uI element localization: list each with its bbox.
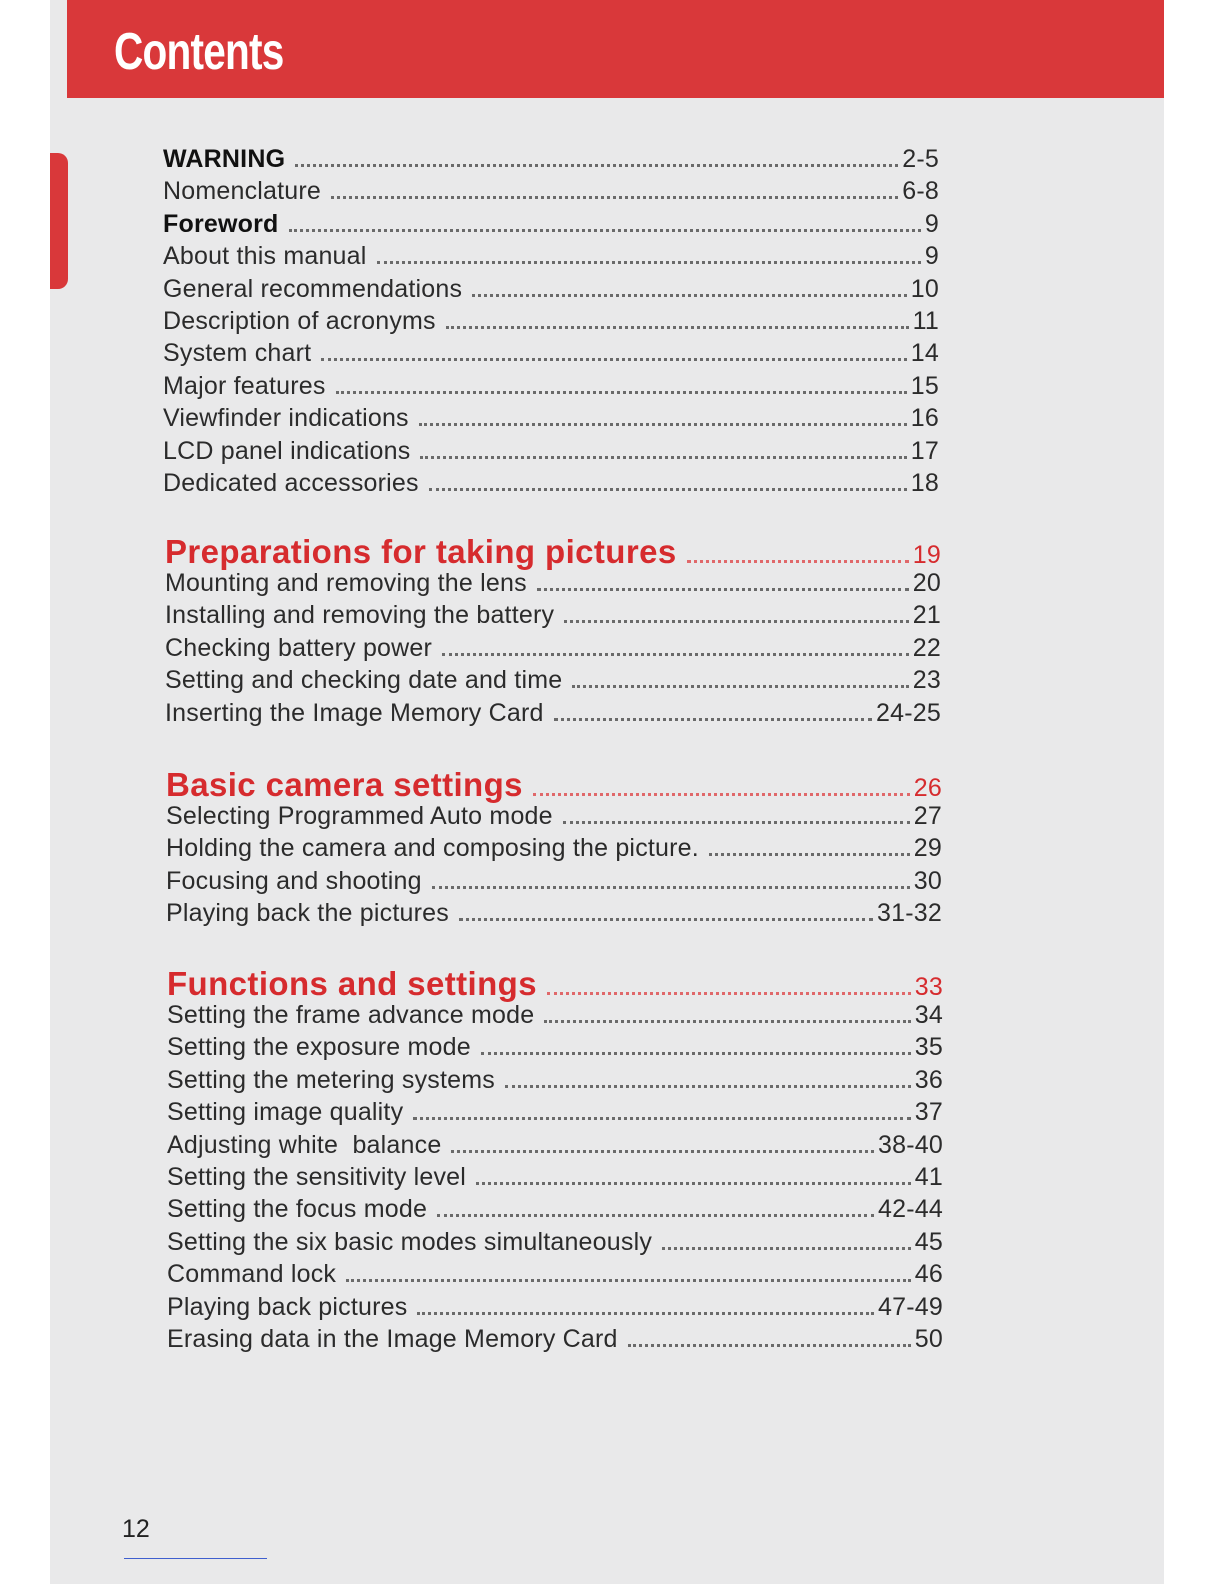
section-heading: Functions and settings <box>167 965 537 1002</box>
toc-entry-page: 35 <box>914 1033 943 1062</box>
toc-entry-title: Playing back the pictures <box>166 899 449 928</box>
page-title: Contents <box>114 23 284 81</box>
toc-entry-lens[interactable] <box>165 569 941 601</box>
dot-leader <box>537 588 909 591</box>
toc-entry-title: Setting the frame advance mode <box>167 1001 535 1029</box>
toc-entry-page: 20 <box>912 569 941 597</box>
toc-entry-title: Holding the camera and composing the picture. <box>166 834 699 863</box>
toc-entry-page: 50 <box>914 1324 943 1353</box>
toc-entry-general-recommendations[interactable] <box>163 275 939 307</box>
toc-entry-title: Erasing data in the Image Memory Card <box>167 1324 618 1353</box>
dot-leader <box>572 685 908 688</box>
toc-entry-title: Description of acronyms <box>163 306 436 335</box>
toc-entry-nomenclature[interactable] <box>163 177 939 209</box>
toc-entry-title: System chart <box>163 339 312 368</box>
toc-entry-title: Focusing and shooting <box>166 866 422 895</box>
toc-entry-page: 21 <box>912 601 941 630</box>
dot-leader <box>429 488 907 491</box>
toc-entry-title: About this manual <box>163 242 367 271</box>
toc-entry-title: Setting the metering systems <box>167 1065 495 1094</box>
toc-entry-title: General recommendations <box>163 274 463 303</box>
toc-entry-metering[interactable] <box>167 1066 943 1098</box>
toc-entry-focus-mode[interactable] <box>167 1195 943 1227</box>
toc-basic-section <box>166 766 942 932</box>
toc-entry-page: 38-40 <box>878 1130 943 1159</box>
toc-entry-page: 15 <box>910 371 939 400</box>
toc-entry-title: Checking battery power <box>165 633 433 662</box>
toc-entry-page: 11 <box>912 306 939 335</box>
dot-leader <box>564 620 909 623</box>
toc-entry-page: 42-44 <box>878 1195 943 1224</box>
section-heading: Preparations for taking pictures <box>165 533 677 570</box>
toc-entry-title: LCD panel indications <box>163 436 411 465</box>
dot-leader <box>419 423 907 426</box>
toc-entry-page: 6-8 <box>902 177 939 206</box>
toc-entry-title: Setting and checking date and time <box>165 666 563 695</box>
toc-entry-page: 36 <box>914 1065 943 1094</box>
dot-leader <box>472 294 907 297</box>
dot-leader <box>476 1182 911 1185</box>
toc-intro-section <box>163 145 939 501</box>
section-heading-page: 26 <box>913 774 942 802</box>
dot-leader <box>295 164 898 167</box>
dot-leader <box>563 821 910 824</box>
toc-entry-erasing-data[interactable] <box>167 1325 943 1357</box>
toc-entry-page: 9 <box>924 209 939 238</box>
toc-entry-playing-back-pictures[interactable] <box>167 1293 943 1325</box>
toc-entry-about-manual[interactable] <box>163 242 939 274</box>
toc-entry-page: 31-32 <box>877 899 942 928</box>
toc-entry-page: 37 <box>914 1098 943 1127</box>
toc-entry-programmed-auto[interactable] <box>166 802 942 834</box>
dot-leader <box>662 1247 911 1250</box>
dot-leader <box>446 326 909 329</box>
toc-entry-title: Setting the sensitivity level <box>167 1162 467 1191</box>
dot-leader <box>413 1117 911 1120</box>
dot-leader <box>289 229 921 232</box>
footer-rule <box>124 1558 267 1559</box>
section-heading-page: 19 <box>912 541 941 569</box>
toc-entry-page: 9 <box>924 242 939 271</box>
toc-heading-functions[interactable] <box>167 965 943 1005</box>
toc-entry-title: Playing back pictures <box>167 1292 408 1321</box>
toc-entry-page: 10 <box>910 274 939 303</box>
toc-entry-warning[interactable] <box>163 145 939 177</box>
toc-entry-page: 29 <box>913 834 942 863</box>
dot-leader <box>336 391 907 394</box>
dot-leader <box>628 1344 911 1347</box>
toc-entry-title: Setting the six basic modes simultaneously <box>167 1227 653 1256</box>
toc-entry-title: Major features <box>163 371 326 400</box>
dot-leader <box>544 1020 910 1023</box>
dot-leader <box>417 1312 874 1315</box>
toc-heading-preparations[interactable] <box>165 533 941 573</box>
toc-entry-white-balance[interactable] <box>167 1131 943 1163</box>
dot-leader <box>451 1150 874 1153</box>
toc-entry-title: Setting image quality <box>167 1098 404 1127</box>
toc-entry-page: 2-5 <box>902 145 939 173</box>
toc-entry-title: Dedicated accessories <box>163 468 419 497</box>
toc-entry-page: 23 <box>912 666 941 695</box>
dot-leader <box>505 1085 911 1088</box>
toc-entry-title: Selecting Programmed Auto mode <box>166 802 553 830</box>
toc-entry-system-chart[interactable] <box>163 339 939 371</box>
toc-entry-acronyms[interactable] <box>163 307 939 339</box>
toc-functions-section <box>167 965 943 1357</box>
dot-leader <box>459 918 873 921</box>
toc-entry-battery-power[interactable] <box>165 634 941 666</box>
toc-entry-command-lock[interactable] <box>167 1260 943 1292</box>
toc-entry-title: Mounting and removing the lens <box>165 569 527 597</box>
toc-entry-page: 17 <box>910 436 939 465</box>
dot-leader <box>547 992 911 995</box>
dot-leader <box>331 196 898 199</box>
section-heading: Basic camera settings <box>166 766 523 803</box>
toc-entry-page: 18 <box>910 468 939 497</box>
dot-leader <box>481 1052 911 1055</box>
toc-entry-page: 27 <box>913 802 942 830</box>
side-tab-marker <box>50 153 68 289</box>
toc-entry-title: Adjusting white balance <box>167 1130 442 1159</box>
section-heading-page: 33 <box>914 973 943 1001</box>
toc-entry-title: Command lock <box>167 1260 337 1289</box>
toc-entry-accessories[interactable] <box>163 469 939 501</box>
toc-entry-title: WARNING <box>163 145 286 173</box>
toc-entry-page: 45 <box>914 1227 943 1256</box>
toc-entry-page: 22 <box>912 633 941 662</box>
toc-entry-holding-camera[interactable] <box>166 834 942 866</box>
page-number: 12 <box>122 1515 150 1543</box>
dot-leader <box>346 1279 911 1282</box>
toc-entry-foreword[interactable] <box>163 210 939 242</box>
toc-entry-title: Nomenclature <box>163 177 322 206</box>
dot-leader <box>321 358 907 361</box>
toc-entry-page: 24-25 <box>876 698 941 727</box>
toc-entry-title: Inserting the Image Memory Card <box>165 698 544 727</box>
toc-entry-page: 30 <box>913 866 942 895</box>
toc-entry-title: Foreword <box>163 209 279 238</box>
dot-leader <box>709 853 910 856</box>
toc-entry-memory-card[interactable] <box>165 699 941 731</box>
dot-leader <box>687 560 909 563</box>
toc-entry-viewfinder[interactable] <box>163 404 939 436</box>
dot-leader <box>420 456 906 459</box>
dot-leader <box>442 653 909 656</box>
toc-entry-six-modes[interactable] <box>167 1228 943 1260</box>
toc-entry-sensitivity[interactable] <box>167 1163 943 1195</box>
toc-entry-frame-advance[interactable] <box>167 1001 943 1033</box>
dot-leader <box>432 886 910 889</box>
toc-entry-battery[interactable] <box>165 601 941 633</box>
dot-leader <box>377 261 921 264</box>
toc-entry-playing-back[interactable] <box>166 899 942 931</box>
toc-entry-lcd-panel[interactable] <box>163 437 939 469</box>
toc-entry-image-quality[interactable] <box>167 1098 943 1130</box>
toc-entry-page: 14 <box>910 339 939 368</box>
dot-leader <box>554 718 872 721</box>
toc-preparations-section <box>165 533 941 731</box>
toc-entry-title: Viewfinder indications <box>163 404 409 433</box>
toc-entry-focusing[interactable] <box>166 867 942 899</box>
toc-entry-exposure-mode[interactable] <box>167 1033 943 1065</box>
toc-entry-page: 47-49 <box>878 1292 943 1321</box>
toc-entry-date-time[interactable] <box>165 666 941 698</box>
toc-entry-page: 46 <box>914 1260 943 1289</box>
toc-heading-basic[interactable] <box>166 766 942 806</box>
toc-entry-page: 16 <box>910 404 939 433</box>
toc-entry-page: 41 <box>914 1162 943 1191</box>
toc-entry-title: Setting the focus mode <box>167 1195 428 1224</box>
dot-leader <box>533 793 910 796</box>
dot-leader <box>437 1214 874 1217</box>
toc-entry-title: Installing and removing the battery <box>165 601 555 630</box>
toc-entry-page: 34 <box>914 1001 943 1029</box>
toc-entry-title: Setting the exposure mode <box>167 1033 471 1062</box>
toc-entry-major-features[interactable] <box>163 372 939 404</box>
